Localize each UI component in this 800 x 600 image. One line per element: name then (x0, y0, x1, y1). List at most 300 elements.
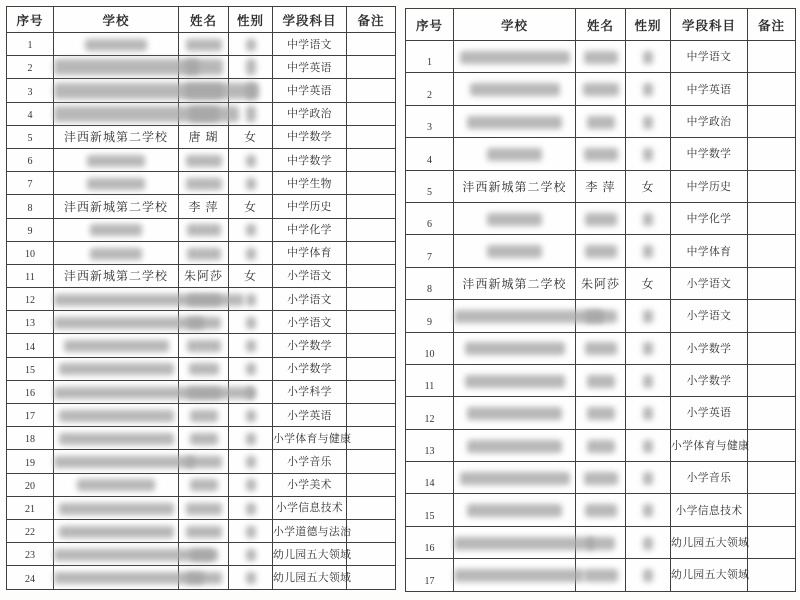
table-row (406, 429, 796, 461)
remark-cell (748, 41, 796, 73)
redacted-text (246, 248, 256, 260)
table-row (406, 138, 796, 170)
row-number-cell: 7 (7, 172, 54, 195)
redacted-text (186, 178, 222, 190)
gender-cell (229, 241, 273, 264)
gender-cell (229, 218, 273, 241)
redacted-text (186, 456, 222, 468)
redacted-text (185, 59, 223, 75)
table-row (7, 125, 396, 148)
gender-cell (626, 300, 671, 332)
row-number-cell: 9 (7, 218, 54, 241)
gender-cell (626, 364, 671, 396)
table-row (7, 195, 396, 218)
school-cell (454, 526, 576, 558)
gender-cell (626, 332, 671, 364)
school-cell: 沣西新城第二学校 (54, 195, 179, 218)
gender-cell (229, 427, 273, 450)
redacted-text (187, 294, 221, 306)
table-row (7, 519, 396, 542)
remark-cell (748, 267, 796, 299)
name-cell (179, 218, 229, 241)
school-cell (54, 241, 179, 264)
subject-cell: 中学政治 (273, 102, 347, 125)
redacted-text (454, 569, 584, 582)
redacted-text (643, 472, 653, 485)
gender-cell (229, 172, 273, 195)
column-header: 性别 (626, 9, 671, 41)
redacted-text (465, 375, 565, 388)
table-row (406, 300, 796, 332)
redacted-text (587, 116, 615, 129)
redacted-text (246, 456, 256, 468)
name-cell (576, 429, 626, 461)
redacted-text (643, 83, 653, 96)
subject-cell: 中学数学 (273, 148, 347, 171)
row-number-cell: 21 (7, 496, 54, 519)
subject-cell: 小学英语 (273, 404, 347, 427)
redacted-text (187, 248, 221, 260)
row-number-cell: 17 (7, 404, 54, 427)
redacted-text (465, 342, 565, 355)
school-cell (454, 332, 576, 364)
gender-cell (229, 566, 273, 589)
subject-cell: 幼儿园五大领域 (273, 543, 347, 566)
row-number-cell: 24 (7, 566, 54, 589)
school-cell (454, 138, 576, 170)
row-number-cell: 8 (7, 195, 54, 218)
subject-cell: 小学体育与健康 (273, 427, 347, 450)
table-row (406, 397, 796, 429)
school-cell (54, 148, 179, 171)
remark-cell (748, 462, 796, 494)
table-row (406, 41, 796, 73)
table-row (7, 427, 396, 450)
name-cell (576, 41, 626, 73)
redacted-text (64, 340, 169, 352)
remark-cell (748, 397, 796, 429)
remark-cell (347, 404, 396, 427)
redacted-text (584, 569, 618, 582)
subject-cell: 幼儿园五大领域 (273, 566, 347, 589)
row-number-cell: 11 (7, 264, 54, 287)
school-cell (54, 357, 179, 380)
remark-cell (347, 218, 396, 241)
redacted-text (246, 433, 256, 445)
remark-cell (347, 79, 396, 102)
table-row (7, 450, 396, 473)
name-cell (576, 397, 626, 429)
redacted-text (585, 310, 617, 323)
row-number-cell: 12 (7, 288, 54, 311)
gender-cell (229, 543, 273, 566)
redacted-text (470, 83, 560, 96)
redacted-text (643, 310, 653, 323)
remark-cell (347, 102, 396, 125)
redacted-text (186, 39, 222, 51)
redacted-text (186, 526, 222, 538)
school-cell (54, 334, 179, 357)
redacted-text (246, 106, 256, 122)
row-number-cell: 7 (406, 235, 454, 267)
remark-cell (347, 148, 396, 171)
table-row (7, 288, 396, 311)
table-row (7, 496, 396, 519)
redacted-text (467, 504, 562, 517)
remark-cell (347, 241, 396, 264)
table-row (406, 235, 796, 267)
subject-cell: 小学音乐 (671, 462, 748, 494)
school-cell: 沣西新城第二学校 (54, 125, 179, 148)
row-number-cell: 20 (7, 473, 54, 496)
subject-cell: 中学英语 (671, 73, 748, 105)
table-row (406, 559, 796, 591)
column-header: 学段科目 (671, 9, 748, 41)
name-cell: 李 萍 (179, 195, 229, 218)
row-number-cell: 18 (7, 427, 54, 450)
gender-cell (229, 33, 273, 56)
remark-cell (748, 235, 796, 267)
remark-cell (347, 172, 396, 195)
table-row (406, 267, 796, 299)
column-header: 性别 (229, 7, 273, 33)
subject-cell: 小学数学 (671, 332, 748, 364)
column-header: 序号 (406, 9, 454, 41)
redacted-text (643, 569, 653, 582)
subject-cell: 中学语文 (671, 41, 748, 73)
name-cell (576, 73, 626, 105)
school-cell (454, 364, 576, 396)
name-cell (179, 311, 229, 334)
gender-cell (626, 462, 671, 494)
subject-cell: 中学体育 (273, 241, 347, 264)
row-number-cell: 9 (406, 300, 454, 332)
name-cell (576, 364, 626, 396)
remark-cell (748, 138, 796, 170)
row-number-cell: 2 (7, 56, 54, 79)
gender-cell (229, 357, 273, 380)
redacted-text (587, 440, 615, 453)
remark-cell (748, 202, 796, 234)
name-cell (179, 79, 229, 102)
table-row (7, 241, 396, 264)
table-row (406, 494, 796, 526)
gender-cell (229, 496, 273, 519)
school-cell (454, 235, 576, 267)
redacted-text (643, 148, 653, 161)
redacted-text (77, 479, 155, 491)
subject-cell: 幼儿园五大领域 (671, 559, 748, 591)
redacted-text (246, 294, 256, 306)
name-cell (576, 559, 626, 591)
name-cell (179, 404, 229, 427)
redacted-text (643, 213, 653, 226)
column-header: 学校 (54, 7, 179, 33)
name-cell (576, 105, 626, 137)
redacted-text (246, 526, 256, 538)
table-row (406, 332, 796, 364)
subject-cell: 小学数学 (671, 364, 748, 396)
remark-cell (347, 33, 396, 56)
redacted-text (587, 537, 615, 550)
name-cell (179, 427, 229, 450)
row-number-cell: 14 (406, 462, 454, 494)
redacted-text (90, 248, 142, 260)
redacted-text (59, 433, 174, 445)
redacted-text (85, 39, 147, 51)
redacted-text (186, 503, 222, 515)
redacted-text (487, 245, 542, 258)
school-cell (454, 559, 576, 591)
school-cell (454, 494, 576, 526)
remark-cell (347, 334, 396, 357)
school-cell (54, 56, 179, 79)
redacted-text (246, 317, 256, 329)
table-row (406, 73, 796, 105)
gender-cell (626, 397, 671, 429)
row-number-cell: 14 (7, 334, 54, 357)
remark-cell (748, 429, 796, 461)
row-number-cell: 5 (406, 170, 454, 202)
row-number-cell: 15 (406, 494, 454, 526)
redacted-text (643, 375, 653, 388)
school-cell: 沣西新城第二学校 (454, 267, 576, 299)
table-header-right (406, 9, 796, 41)
school-cell (54, 450, 179, 473)
redacted-text (190, 479, 218, 491)
row-number-cell: 13 (406, 429, 454, 461)
table-row (7, 357, 396, 380)
row-number-cell: 17 (406, 559, 454, 591)
remark-cell (347, 195, 396, 218)
redacted-text (585, 245, 617, 258)
row-number-cell: 1 (406, 41, 454, 73)
column-header: 备注 (347, 7, 396, 33)
redacted-text (643, 504, 653, 517)
redacted-text (54, 59, 199, 75)
row-number-cell: 19 (7, 450, 54, 473)
school-cell (54, 288, 179, 311)
row-number-cell: 8 (406, 267, 454, 299)
name-cell (179, 357, 229, 380)
gender-cell (626, 235, 671, 267)
table-row (7, 148, 396, 171)
school-cell (454, 105, 576, 137)
name-cell (179, 241, 229, 264)
redacted-text (584, 472, 618, 485)
name-cell: 朱阿莎 (576, 267, 626, 299)
subject-cell: 中学数学 (273, 125, 347, 148)
remark-cell (347, 264, 396, 287)
subject-cell: 小学道德与法治 (273, 519, 347, 542)
row-number-cell: 16 (7, 380, 54, 403)
name-cell (576, 138, 626, 170)
column-header: 序号 (7, 7, 54, 33)
redacted-text (487, 148, 542, 161)
subject-cell: 中学历史 (273, 195, 347, 218)
table-row (7, 404, 396, 427)
subject-cell: 小学信息技术 (671, 494, 748, 526)
redacted-text (54, 387, 254, 399)
row-number-cell: 4 (7, 102, 54, 125)
redacted-text (246, 479, 256, 491)
remark-cell (347, 543, 396, 566)
column-header: 备注 (748, 9, 796, 41)
redacted-text (487, 213, 542, 226)
name-cell (576, 494, 626, 526)
redacted-text (467, 407, 562, 420)
school-cell (454, 397, 576, 429)
remark-cell (347, 380, 396, 403)
remark-cell (748, 494, 796, 526)
column-header: 学校 (454, 9, 576, 41)
school-cell (54, 79, 179, 102)
redacted-text (187, 224, 221, 236)
redacted-text (246, 410, 256, 422)
gender-cell (626, 138, 671, 170)
redacted-text (59, 363, 174, 375)
school-cell (54, 427, 179, 450)
school-cell (54, 311, 179, 334)
name-cell (179, 334, 229, 357)
remark-cell (347, 473, 396, 496)
redacted-text (584, 51, 618, 64)
row-number-cell: 3 (7, 79, 54, 102)
remark-cell (347, 56, 396, 79)
redacted-text (246, 363, 256, 375)
redacted-text (246, 572, 256, 584)
subject-cell: 中学英语 (273, 79, 347, 102)
gender-cell (229, 450, 273, 473)
redacted-text (59, 526, 174, 538)
row-number-cell: 6 (406, 202, 454, 234)
redacted-text (187, 387, 221, 399)
gender-cell: 女 (626, 170, 671, 202)
redacted-text (189, 363, 219, 375)
school-cell (54, 404, 179, 427)
redacted-text (246, 39, 256, 51)
name-cell (179, 496, 229, 519)
gender-cell: 女 (626, 267, 671, 299)
remark-cell (347, 357, 396, 380)
subject-cell: 小学语文 (671, 267, 748, 299)
redacted-text (246, 503, 256, 515)
school-cell (54, 519, 179, 542)
table-row (7, 102, 396, 125)
row-number-cell: 22 (7, 519, 54, 542)
table-row (406, 170, 796, 202)
row-number-cell: 2 (406, 73, 454, 105)
remark-cell (347, 566, 396, 589)
name-cell (576, 235, 626, 267)
subject-cell: 小学科学 (273, 380, 347, 403)
table-row (7, 334, 396, 357)
row-number-cell: 13 (7, 311, 54, 334)
table-row (406, 105, 796, 137)
row-number-cell: 11 (406, 364, 454, 396)
name-cell: 朱阿莎 (179, 264, 229, 287)
column-header: 姓名 (179, 7, 229, 33)
subject-cell: 中学化学 (671, 202, 748, 234)
gender-cell (229, 56, 273, 79)
redacted-text (585, 213, 617, 226)
name-cell (179, 450, 229, 473)
name-cell: 李 萍 (576, 170, 626, 202)
redacted-text (584, 148, 618, 161)
column-header: 学段科目 (273, 7, 347, 33)
gender-cell (229, 519, 273, 542)
redacted-text (187, 317, 221, 329)
school-cell (454, 41, 576, 73)
table-row (7, 218, 396, 241)
subject-cell: 中学生物 (273, 172, 347, 195)
subject-cell: 小学数学 (273, 334, 347, 357)
redacted-text (246, 224, 256, 236)
subject-cell: 小学信息技术 (273, 496, 347, 519)
redacted-text (643, 116, 653, 129)
table-row (7, 566, 396, 589)
subject-cell: 中学化学 (273, 218, 347, 241)
redacted-text (190, 549, 218, 561)
remark-cell (748, 364, 796, 396)
subject-cell: 小学英语 (671, 397, 748, 429)
school-cell (454, 429, 576, 461)
redacted-text (454, 537, 594, 550)
redacted-text (59, 410, 174, 422)
row-number-cell: 23 (7, 543, 54, 566)
redacted-text (246, 59, 256, 75)
roster-table-right (405, 8, 796, 592)
row-number-cell: 12 (406, 397, 454, 429)
remark-cell (347, 125, 396, 148)
table-body-left (7, 33, 396, 590)
row-number-cell: 15 (7, 357, 54, 380)
row-number-cell: 1 (7, 33, 54, 56)
redacted-text (246, 155, 256, 167)
name-cell (179, 172, 229, 195)
table-body-right (406, 41, 796, 592)
redacted-text (54, 456, 194, 468)
table-row (7, 56, 396, 79)
redacted-text (460, 51, 570, 64)
redacted-text (87, 155, 145, 167)
subject-cell: 小学语文 (273, 311, 347, 334)
table-row (406, 202, 796, 234)
redacted-text (187, 340, 221, 352)
subject-cell: 小学美术 (273, 473, 347, 496)
row-number-cell: 6 (7, 148, 54, 171)
table-row (7, 543, 396, 566)
gender-cell (626, 559, 671, 591)
table-header-left (7, 7, 396, 33)
gender-cell (626, 73, 671, 105)
subject-cell: 中学历史 (671, 170, 748, 202)
gender-cell (626, 41, 671, 73)
table-row (406, 462, 796, 494)
redacted-text (246, 178, 256, 190)
gender-cell: 女 (229, 195, 273, 218)
redacted-text (587, 375, 615, 388)
name-cell: 唐 瑚 (179, 125, 229, 148)
subject-cell: 中学数学 (671, 138, 748, 170)
gender-cell (626, 105, 671, 137)
school-cell: 沣西新城第二学校 (454, 170, 576, 202)
row-number-cell: 4 (406, 138, 454, 170)
redacted-text (54, 317, 204, 329)
name-cell (179, 33, 229, 56)
name-cell (576, 332, 626, 364)
school-cell (54, 33, 179, 56)
